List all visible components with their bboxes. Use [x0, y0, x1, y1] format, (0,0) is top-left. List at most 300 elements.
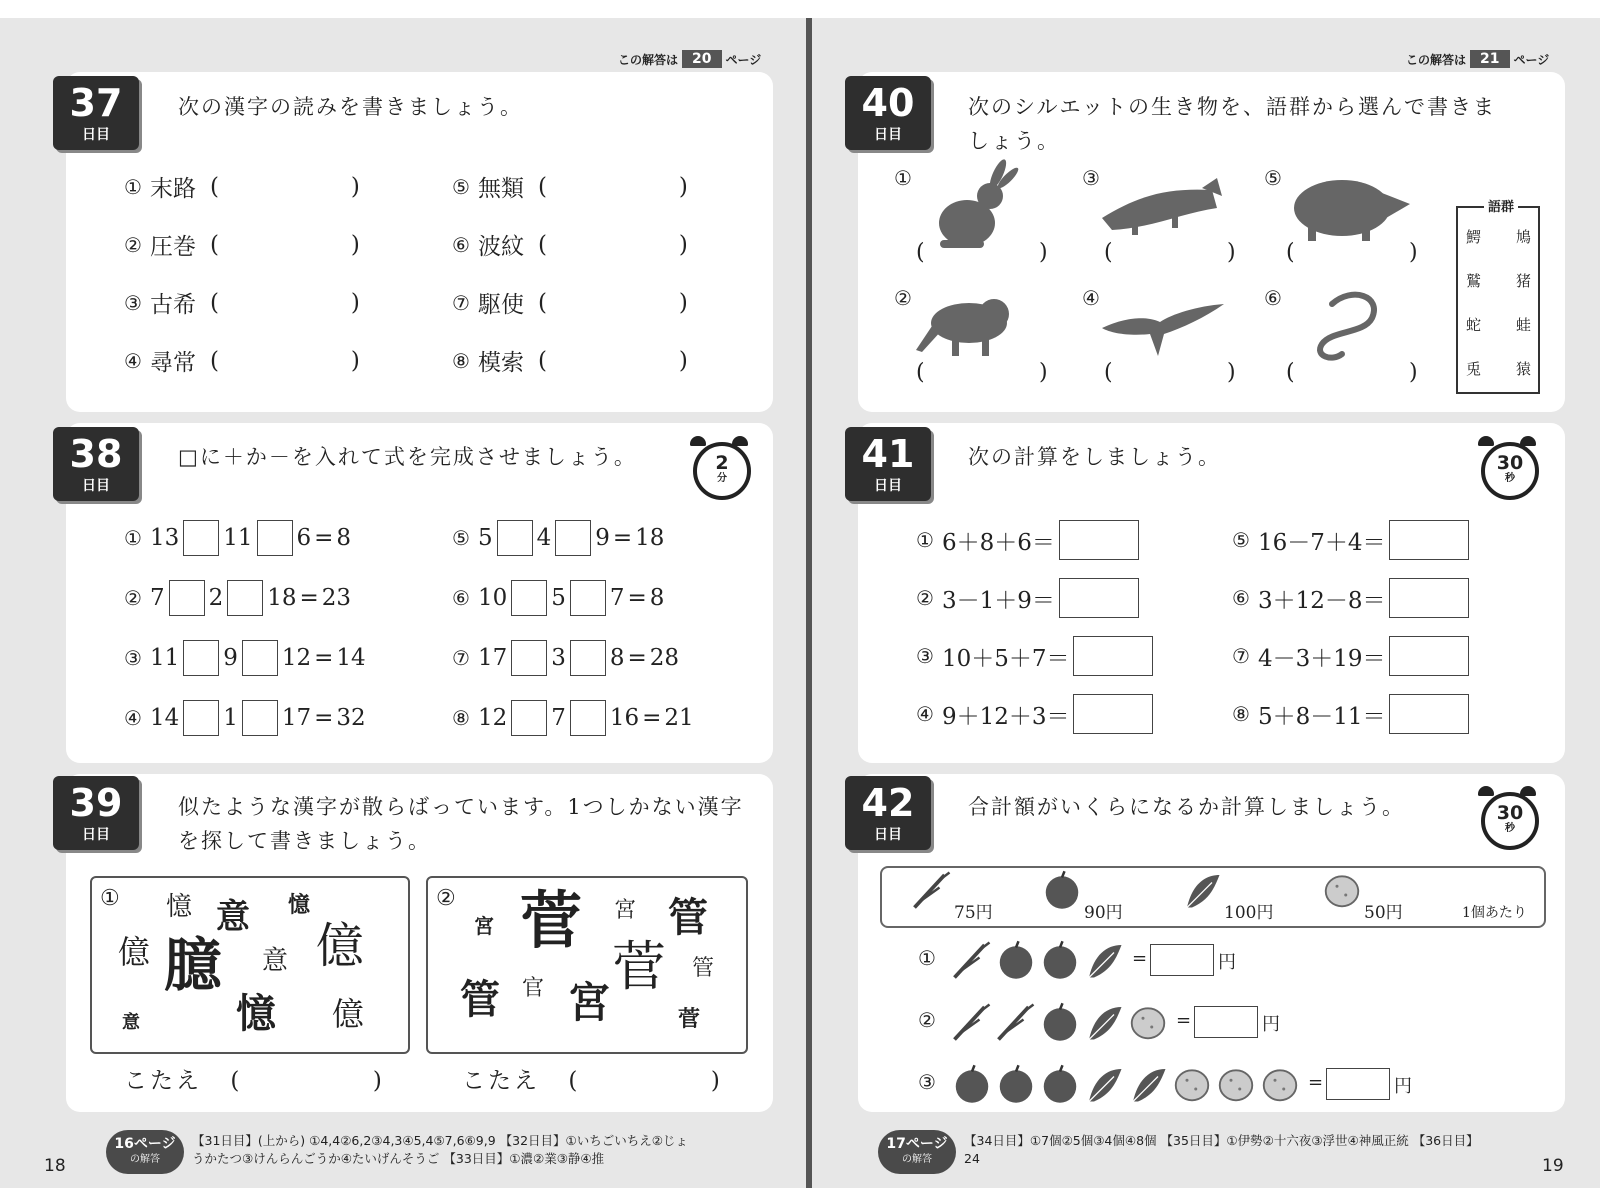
answer-line-2	[462, 1062, 723, 1095]
arithmetic-question	[916, 694, 1153, 734]
crocodile-silhouette	[1102, 178, 1222, 235]
operator-box[interactable]	[497, 520, 533, 556]
apple-icon	[1040, 1064, 1080, 1108]
question-number: ⑧	[1232, 702, 1250, 726]
question-number: ②	[916, 586, 934, 610]
result: 14	[336, 645, 366, 671]
paren-close: )	[678, 173, 688, 200]
reading-question	[452, 286, 694, 319]
answer-key-text	[192, 1132, 688, 1168]
operand: 3	[551, 645, 566, 671]
day37-badge	[53, 76, 139, 150]
question-number: ③	[1082, 166, 1100, 190]
operand: 14	[149, 705, 180, 731]
day41-badge	[845, 427, 931, 501]
paren-open: (	[209, 347, 219, 374]
apple-icon	[996, 1064, 1036, 1108]
page-number: 19	[1542, 1156, 1564, 1176]
potato-icon	[1128, 1002, 1168, 1046]
yen-label: 円	[1394, 1076, 1412, 1097]
operator-box[interactable]	[570, 580, 606, 616]
paren-open: (	[916, 240, 925, 265]
paren-open: (	[537, 347, 547, 374]
snake-silhouette	[1320, 295, 1374, 358]
paren-close[interactable]: )	[710, 1068, 723, 1094]
answer-key-line2: 24	[964, 1151, 980, 1166]
question-number: ③	[124, 290, 142, 315]
answer-box[interactable]	[1389, 520, 1469, 560]
question-number: ⑧	[452, 706, 470, 730]
day41-instruction: 次の計算をしましょう。	[968, 445, 1221, 469]
kanji-word: 末路	[149, 176, 196, 202]
box-mark: ②	[436, 886, 456, 911]
monkey-silhouette	[916, 299, 1009, 356]
kanji-word: 古希	[149, 292, 196, 318]
timer-icon	[1478, 786, 1540, 848]
question-number: ②	[894, 286, 912, 310]
yen-label: 円	[1218, 952, 1236, 973]
header-prefix: この解答は	[618, 52, 679, 67]
boar-silhouette	[1294, 180, 1410, 241]
arithmetic-question	[916, 636, 1153, 676]
page-number: 18	[44, 1156, 66, 1176]
question-number: ①	[124, 526, 142, 550]
day-number: 42	[861, 781, 915, 825]
asparagus-icon	[996, 1002, 1036, 1046]
operand: 6	[296, 525, 312, 551]
question-number: ④	[1082, 286, 1100, 310]
reading-question	[452, 344, 694, 377]
expression: 4－3＋19＝	[1257, 645, 1386, 672]
operand: 18	[267, 585, 297, 611]
spinach-icon	[1084, 1064, 1124, 1108]
paren-close: )	[678, 231, 688, 258]
kanji-char: 菅	[678, 1006, 701, 1032]
question-number: ④	[916, 702, 934, 726]
price-label: 75円	[954, 903, 993, 923]
operand: 10	[477, 585, 508, 611]
paren-close: )	[678, 289, 688, 316]
answer-key-text	[964, 1132, 1479, 1168]
paren-close: )	[350, 347, 360, 374]
spinach-icon	[1084, 940, 1124, 984]
day-unit: 日目	[874, 827, 902, 843]
word-bank-item: 鷲	[1466, 272, 1482, 290]
header-suffix: ページ	[1513, 52, 1550, 67]
operator-box[interactable]	[183, 700, 219, 736]
arithmetic-question	[916, 520, 1139, 560]
potato-icon	[1216, 1064, 1256, 1108]
kanji-char: 管	[692, 956, 715, 981]
kanji-char: 官	[522, 976, 545, 1001]
price-label: 100円	[1224, 903, 1274, 923]
question-number: ⑥	[1232, 586, 1250, 610]
operand: 13	[149, 525, 180, 551]
equation-question	[452, 580, 664, 616]
badge-label: の解答	[902, 1154, 932, 1165]
reading-question	[124, 228, 366, 261]
day42-badge	[845, 776, 931, 850]
paren-open: (	[230, 1068, 243, 1094]
kanji-char: 菅	[520, 884, 583, 957]
expression: 5＋8－11＝	[1257, 703, 1386, 730]
kanji-char: 管	[668, 894, 708, 941]
paren-open: (	[209, 289, 219, 316]
arithmetic-question	[1232, 694, 1469, 734]
paren-close[interactable]: )	[1039, 360, 1048, 385]
answer-box[interactable]	[1389, 694, 1469, 734]
answer-page-header	[618, 50, 761, 68]
kanji-char: 宮	[568, 978, 611, 1027]
answer-line-1	[124, 1062, 385, 1095]
reading-question	[124, 286, 366, 319]
question-number: ①	[894, 166, 912, 190]
equation-question	[124, 640, 366, 676]
kanji-char: 憶	[236, 990, 276, 1037]
question-number: ⑤	[452, 526, 470, 550]
kanji-word: 模索	[477, 350, 524, 376]
apple-icon	[952, 1064, 992, 1108]
equals-sign: =	[642, 705, 662, 731]
operand: 8	[609, 645, 625, 671]
operator-box[interactable]	[169, 580, 205, 616]
operand: 17	[477, 645, 508, 671]
result: 23	[321, 585, 352, 611]
kanji-char: 憶	[288, 892, 311, 918]
day-number: 37	[69, 81, 123, 125]
result: 21	[664, 705, 694, 731]
equals-sign: =	[299, 585, 319, 611]
operator-box[interactable]	[570, 640, 606, 676]
potato-icon	[1260, 1064, 1300, 1108]
kanji-char: 意	[216, 897, 250, 937]
reading-question	[124, 344, 366, 377]
kanji-char: 菅	[612, 935, 666, 998]
header-suffix: ページ	[725, 52, 762, 67]
operand: 5	[477, 525, 493, 551]
operand: 11	[149, 645, 180, 671]
answer-label: こたえ	[124, 1068, 202, 1094]
day40-instruction-line1: 次のシルエットの生き物を、語群から選んで書きま	[968, 95, 1497, 119]
day38-badge	[53, 427, 139, 501]
day40-instruction-line2: しょう。	[968, 129, 1060, 153]
operand: 12	[281, 645, 312, 671]
day39-badge	[53, 776, 139, 850]
operand: 5	[551, 585, 566, 611]
apple-icon	[996, 940, 1036, 984]
price-label: 90円	[1084, 903, 1123, 923]
question-number: ②	[918, 1008, 936, 1032]
operand: 11	[223, 525, 253, 551]
answer-box[interactable]	[1059, 520, 1139, 560]
kanji-char: 憶	[166, 892, 193, 922]
answer-box[interactable]	[1150, 944, 1214, 976]
expression: 6＋8＋6＝	[941, 529, 1055, 556]
equals-sign: =	[1132, 948, 1148, 969]
kanji-box-2	[426, 876, 748, 1054]
operand: 1	[223, 705, 238, 731]
operator-box[interactable]	[227, 580, 263, 616]
operator-box[interactable]	[242, 700, 278, 736]
question-number: ⑤	[452, 174, 470, 199]
price-label: 50円	[1364, 903, 1403, 923]
equals-sign: =	[314, 705, 334, 731]
kanji-char: 億	[118, 933, 151, 971]
paren-open: (	[568, 1068, 581, 1094]
paren-open: (	[537, 231, 547, 258]
question-number: ①	[918, 946, 936, 970]
day39-instruction-line2: を探して書きましょう。	[178, 829, 431, 853]
timer-value: 30	[1496, 802, 1524, 824]
operand: 7	[149, 585, 165, 611]
answer-box[interactable]	[1059, 578, 1139, 618]
badge-page: 16ページ	[114, 1136, 176, 1152]
equals-sign: =	[627, 585, 647, 611]
eagle-silhouette	[1102, 304, 1224, 356]
equation-question	[452, 640, 679, 676]
spinach-icon	[1084, 1002, 1124, 1046]
kanji-word: 波紋	[477, 234, 524, 260]
paren-close[interactable]: )	[1227, 360, 1236, 385]
kanji-char: 意	[262, 946, 289, 976]
result: 32	[336, 705, 366, 731]
expression: 9＋12＋3＝	[941, 703, 1070, 730]
paren-open: (	[209, 173, 219, 200]
equals-sign: =	[1308, 1072, 1324, 1093]
timer-icon	[690, 436, 752, 498]
operator-box[interactable]	[511, 580, 547, 616]
paren-close[interactable]: )	[1409, 360, 1418, 385]
question-number: ③	[124, 646, 142, 670]
question-number: ②	[124, 586, 142, 610]
reading-question	[124, 170, 366, 203]
header-page-number: 20	[682, 50, 721, 68]
expression: 3＋12－8＝	[1257, 587, 1386, 614]
answer-box[interactable]	[1073, 636, 1153, 676]
asparagus-icon	[952, 940, 992, 984]
operand: 7	[609, 585, 625, 611]
kanji-char: 管	[460, 976, 500, 1023]
operand: 17	[281, 705, 312, 731]
word-bank-item: 兎	[1466, 360, 1482, 378]
badge-label: の解答	[130, 1154, 160, 1165]
paren-close[interactable]: )	[1039, 240, 1048, 265]
word-bank-item: 鰐	[1466, 228, 1482, 246]
box-mark: ①	[100, 886, 120, 911]
word-bank	[1456, 200, 1540, 394]
question-number: ⑥	[1264, 286, 1282, 310]
timer-icon	[1478, 436, 1540, 498]
question-number: ③	[916, 644, 934, 668]
equation-question	[452, 700, 694, 736]
answer-box[interactable]	[1194, 1006, 1258, 1038]
paren-open: (	[1286, 240, 1295, 265]
question-number: ①	[916, 528, 934, 552]
kanji-char: 億	[332, 995, 365, 1033]
word-bank-title: 語群	[1484, 196, 1518, 215]
answer-key-line1: 【34日目】①7個②5個③4個④8個 【35日目】①伊勢②十六夜③浮世④神風正統 【36日目】	[964, 1133, 1479, 1148]
equation-question	[124, 700, 366, 736]
paren-open: (	[1104, 360, 1113, 385]
question-number: ⑥	[452, 232, 470, 257]
question-number: ④	[124, 348, 142, 373]
kanji-char: 宮	[614, 898, 637, 923]
day37-instruction: 次の漢字の読みを書きましょう。	[178, 95, 523, 119]
answer-box[interactable]	[1073, 694, 1153, 734]
answer-key-line2: うかたつ③けんらんごうか④たいげんそうご 【33日目】①濃②業③静④推	[192, 1151, 605, 1166]
equation-question	[124, 580, 351, 616]
word-bank-item: 鳩	[1516, 228, 1532, 246]
paren-open: (	[1286, 360, 1295, 385]
question-number: ⑥	[452, 586, 470, 610]
kanji-word: 無類	[477, 176, 524, 202]
spinach-icon	[1182, 870, 1222, 914]
equals-sign: =	[314, 645, 334, 671]
question-number: ⑦	[452, 646, 470, 670]
timer-value: 30	[1496, 452, 1524, 474]
paren-close: )	[350, 173, 360, 200]
word-bank-item: 蛙	[1516, 316, 1532, 334]
day42-instruction: 合計額がいくらになるか計算しましょう。	[968, 795, 1405, 819]
operand: 9	[223, 645, 238, 671]
paren-close: )	[350, 231, 360, 258]
operator-box[interactable]	[257, 520, 293, 556]
reading-question	[452, 170, 694, 203]
question-number: ⑤	[1264, 166, 1282, 190]
paren-open: (	[537, 289, 547, 316]
day-unit: 日目	[874, 478, 902, 494]
question-number: ⑦	[452, 290, 470, 315]
kanji-char: 意	[122, 1012, 140, 1033]
kanji-word: 圧巻	[149, 234, 196, 260]
paren-close[interactable]: )	[1409, 240, 1418, 265]
day-number: 40	[861, 81, 915, 125]
per-item-label: 1個あたり	[1462, 905, 1527, 921]
paren-close: )	[350, 289, 360, 316]
operand: 16	[609, 705, 640, 731]
arithmetic-question	[1232, 520, 1469, 560]
operator-box[interactable]	[183, 640, 219, 676]
kanji-box-1	[90, 876, 410, 1054]
day-number: 41	[861, 432, 915, 476]
yen-label: 円	[1262, 1014, 1280, 1035]
day-number: 38	[69, 432, 123, 476]
word-bank-item: 猪	[1516, 272, 1532, 290]
asparagus-icon	[952, 1002, 992, 1046]
day-unit: 日目	[82, 478, 110, 494]
day-unit: 日目	[82, 827, 110, 843]
question-number: ⑧	[452, 348, 470, 373]
answer-key-badge	[878, 1130, 956, 1174]
operand: 7	[551, 705, 566, 731]
kanji-char: 宮	[474, 914, 494, 938]
expression: 3－1＋9＝	[941, 587, 1055, 614]
equation-question	[124, 520, 351, 556]
arithmetic-question	[916, 578, 1139, 618]
day-unit: 日目	[82, 127, 110, 143]
answer-box[interactable]	[1326, 1068, 1390, 1100]
spinach-icon	[1128, 1064, 1168, 1108]
rabbit-silhouette	[939, 157, 1021, 248]
paren-open: (	[916, 360, 925, 385]
answer-box[interactable]	[1389, 636, 1469, 676]
kanji-word: 駆使	[477, 292, 524, 318]
header-page-number: 21	[1470, 50, 1509, 68]
question-number: ⑤	[1232, 528, 1250, 552]
timer-unit: 秒	[1505, 473, 1515, 484]
paren-close[interactable]: )	[372, 1068, 385, 1094]
equals-sign: =	[314, 525, 334, 551]
word-bank-item: 蛇	[1466, 316, 1482, 334]
operator-box[interactable]	[555, 520, 591, 556]
arithmetic-question	[1232, 578, 1469, 618]
day39-instruction-line1: 似たような漢字が散らばっています。1つしかない漢字	[178, 795, 744, 819]
day38-instruction: □に＋か－を入れて式を完成させましょう。	[178, 445, 637, 469]
apple-icon	[1040, 1002, 1080, 1046]
paren-open: (	[537, 173, 547, 200]
answer-box[interactable]	[1389, 578, 1469, 618]
timer-unit: 分	[717, 473, 727, 484]
apple-icon	[1040, 940, 1080, 984]
result: 8	[649, 585, 665, 611]
left-page	[0, 18, 806, 1188]
potato-icon	[1172, 1064, 1212, 1108]
operator-box[interactable]	[183, 520, 219, 556]
reading-question	[452, 228, 694, 261]
equation-question	[452, 520, 664, 556]
equals-sign: =	[627, 645, 647, 671]
operand: 4	[536, 525, 552, 551]
paren-close[interactable]: )	[1227, 240, 1236, 265]
expression: 10＋5＋7＝	[941, 645, 1070, 672]
expression: 16－7＋4＝	[1257, 529, 1386, 556]
operator-box[interactable]	[511, 640, 547, 676]
right-page	[812, 18, 1600, 1188]
day-number: 39	[69, 781, 123, 825]
timer-unit: 秒	[1505, 823, 1515, 834]
question-number: ④	[124, 706, 142, 730]
equals-sign: =	[612, 525, 633, 551]
equals-sign: =	[1176, 1010, 1192, 1031]
badge-page: 17ページ	[886, 1136, 948, 1152]
question-number: ③	[918, 1070, 936, 1094]
question-number: ⑦	[1232, 644, 1250, 668]
potato-icon	[1322, 870, 1362, 914]
result: 28	[649, 645, 680, 671]
answer-key-badge	[106, 1130, 184, 1174]
arithmetic-question	[1232, 636, 1469, 676]
result: 8	[336, 525, 352, 551]
apple-icon	[1042, 870, 1082, 914]
answer-label: こたえ	[462, 1068, 540, 1094]
operator-box[interactable]	[570, 700, 606, 736]
paren-open: (	[209, 231, 219, 258]
word-bank-item: 猿	[1516, 360, 1532, 378]
operator-box[interactable]	[242, 640, 278, 676]
operand: 12	[477, 705, 508, 731]
question-number: ②	[124, 232, 142, 257]
kanji-char: 億	[316, 918, 365, 974]
day-unit: 日目	[874, 127, 902, 143]
asparagus-icon	[912, 870, 952, 914]
operator-box[interactable]	[511, 700, 547, 736]
paren-close: )	[678, 347, 688, 374]
header-prefix: この解答は	[1406, 52, 1467, 67]
kanji-char: 臆	[164, 931, 223, 999]
result: 18	[635, 525, 665, 551]
answer-key-line1: 【31日目】(上から) ①4,4②6,2③4,3④5,4⑤7,6⑥9,9 【32日目】①いちごいちえ②じょ	[192, 1133, 688, 1148]
operand: 9	[595, 525, 610, 551]
